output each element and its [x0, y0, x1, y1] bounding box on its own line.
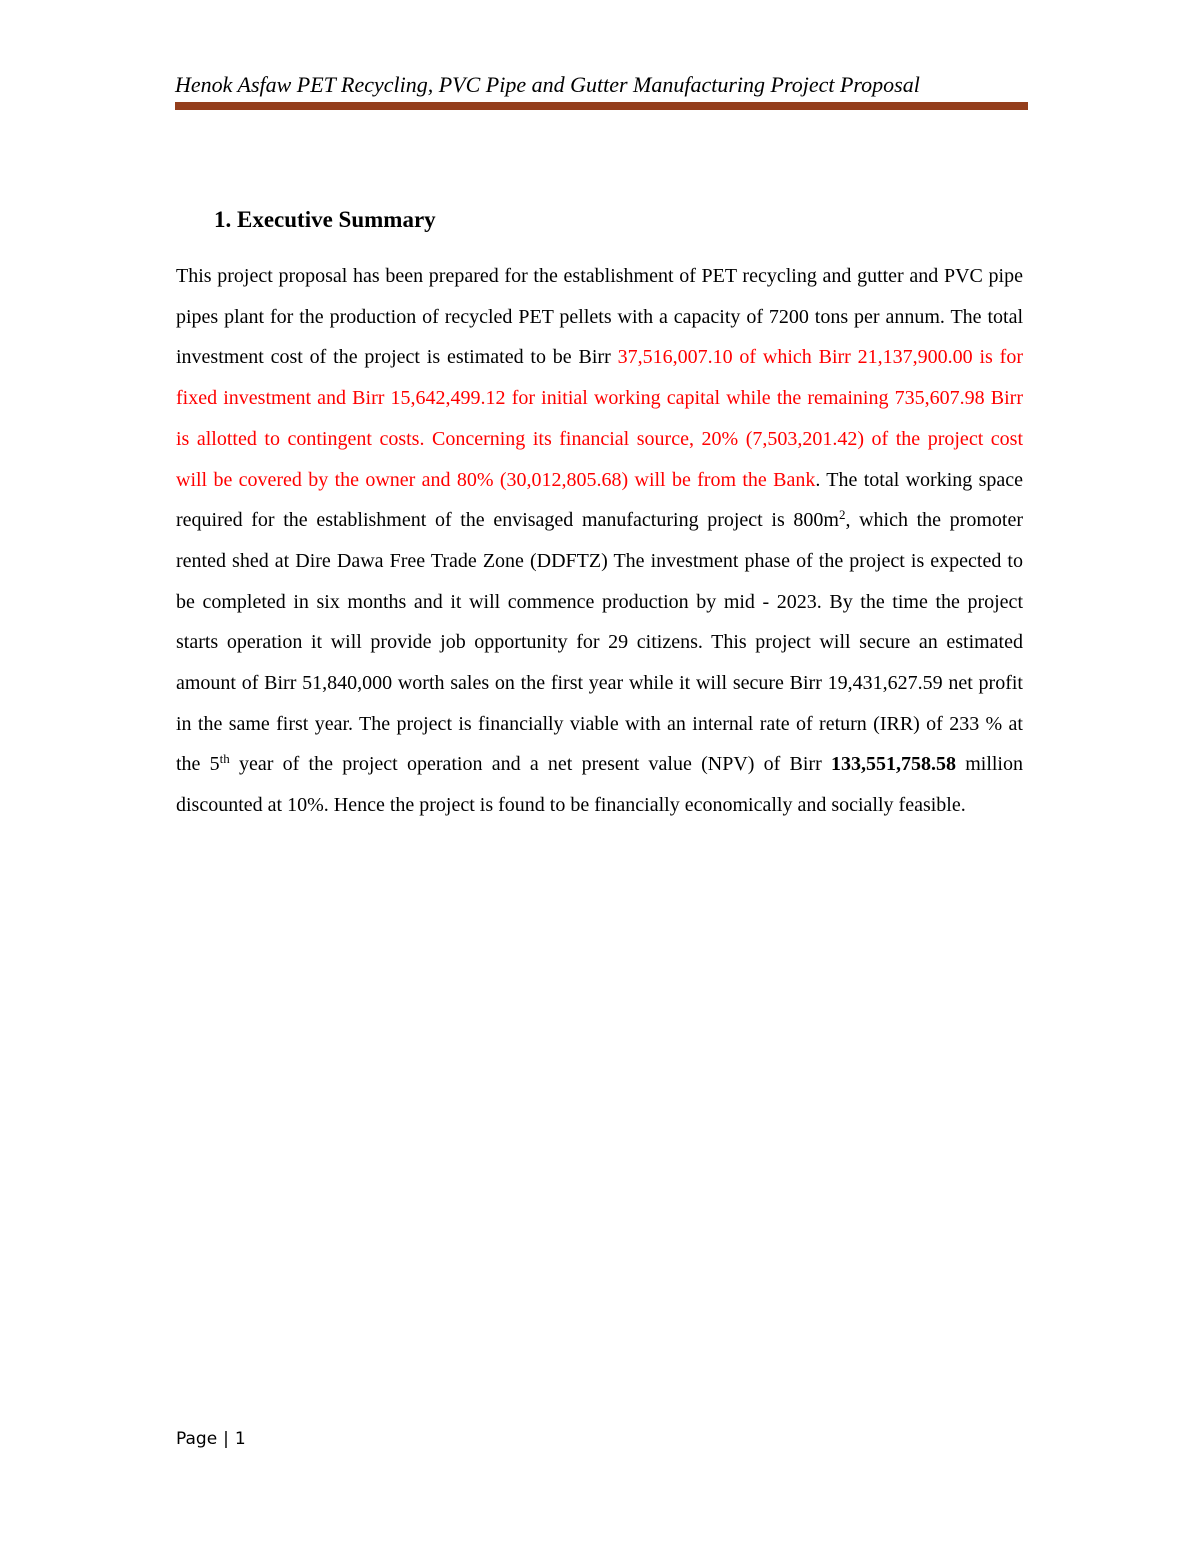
- investment-cost-highlight: 37,516,007.10 of which Birr 21,137,900.00 is for fixed investment and Birr 15,642,499.12 for initial working capital while the remaining 735,607.98 Birr is allotted to contingent costs. Concerning its financial source, 20% (7,503,201.42) of the project cost will be covered by the owner and 80% (30,012,805.68) will be from the Bank: [176, 346, 1023, 491]
- footer-separator: |: [223, 1429, 229, 1449]
- executive-summary-paragraph: [176, 256, 1023, 826]
- summary-text-space: . The total working space required for the establishment of the envisaged manufacturing project is 800m: [176, 468, 1023, 532]
- summary-text-operations: , which the promoter rented shed at Dire Dawa Free Trade Zone (DDFTZ) The investment phase of the project is expected to be completed in six months and it will commence production by mid - 2023. By the time the project starts operation it will provide job opportunity for 29 citizens. This project will secure an estimated amount of Birr 51,840,000 worth sales on the first year while it will secure Birr 19,431,627.59 net profit in the same first year. The project is financially viable with an internal rate of return (IRR) of 233 % at the 5: [176, 509, 1023, 776]
- document-title: Henok Asfaw PET Recycling, PVC Pipe and Gutter Manufacturing Project Proposal: [175, 72, 920, 97]
- summary-text-conclusion: million discounted at 10%. Hence the project is found to be financially economically and socially feasible.: [176, 753, 1023, 817]
- section-heading: 1. Executive Summary: [214, 207, 436, 232]
- summary-text-npv: year of the project operation and a net present value (NPV) of Birr: [229, 753, 831, 776]
- area-superscript: 2: [838, 507, 846, 523]
- page-footer: [176, 1426, 246, 1452]
- ordinal-superscript: th: [219, 751, 230, 767]
- npv-value: 133,551,758.58: [830, 753, 956, 776]
- page-label: Page: [176, 1429, 218, 1449]
- page-number: 1: [234, 1429, 246, 1449]
- summary-text-intro: This project proposal has been prepared for the establishment of PET recycling and gutter and PVC pipe pipes plant for the production of recycled PET pellets with a capacity of 7200 tons per annum. The total investment cost of the project is estimated to be Birr: [176, 265, 1023, 369]
- header-rule: [175, 102, 1028, 110]
- page-header: [175, 70, 1028, 110]
